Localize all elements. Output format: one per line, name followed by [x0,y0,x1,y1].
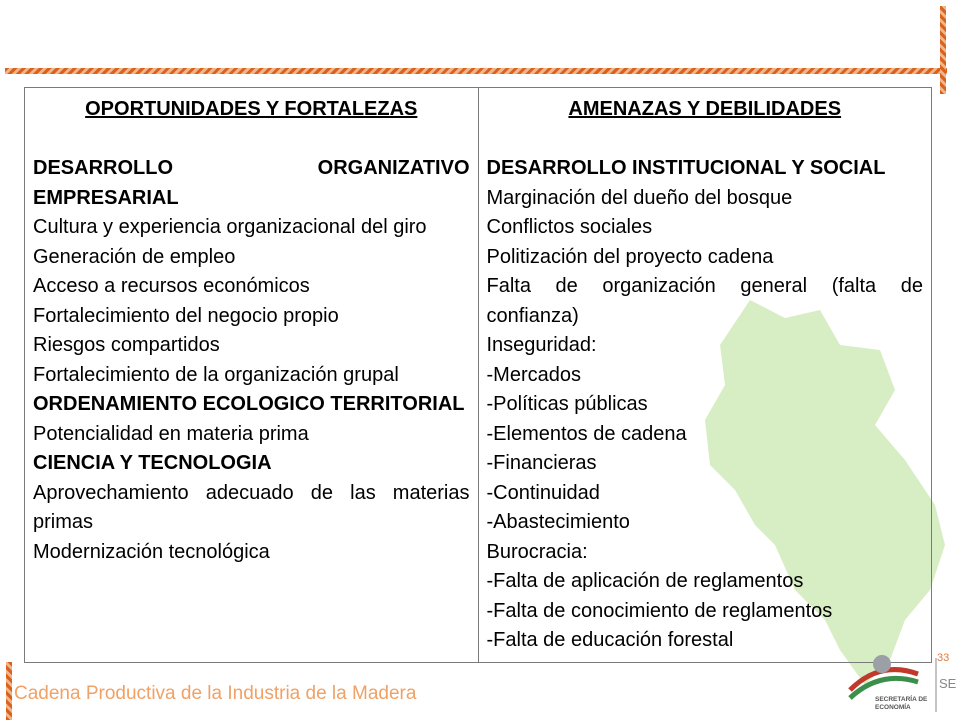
top-decorative-bar [5,68,947,74]
opportunities-list [33,154,470,567]
list-item: Conflictos sociales [486,216,653,238]
list-item: Fortalecimiento de la organización grupal [33,363,399,386]
list-item: -Mercados [486,363,581,386]
list-item: -Continuidad [486,481,600,504]
list-item: -Financieras [486,452,597,474]
page-number: 33 [937,652,950,664]
threats-column [478,88,932,663]
list-item: Generación de empleo [33,245,236,268]
opportunities-heading: OPORTUNIDADES Y FORTALEZAS [85,98,418,120]
opportunities-column [25,88,479,663]
list-item: -Abastecimiento [486,511,630,533]
section-heading: ORDENAMIENTO ECOLOGICO TERRITORIAL [33,393,465,415]
logo-mark: SE [939,676,957,691]
threats-heading: AMENAZAS Y DEBILIDADES [568,98,842,120]
list-item: Politización del proyecto cadena [486,245,774,268]
list-item: Marginación del dueño del bosque [486,186,793,209]
threats-list [487,154,924,656]
list-item: -Políticas públicas [486,393,648,415]
list-item: Aprovechamiento adecuado de las materias primas [33,481,470,533]
list-item: -Elementos de cadena [486,422,687,445]
swot-table [24,87,932,663]
list-item: Acceso a recursos económicos [33,275,310,297]
list-item: Fortalecimiento del negocio propio [33,304,339,327]
footer-title: Cadena Productiva de la Industria de la Madera [14,683,417,704]
list-item: Falta de organización general (falta de confianza) [486,275,923,327]
left-decorative-bar [6,662,12,720]
list-item: Riesgos compartidos [33,334,220,356]
list-item: Burocracia: [486,540,588,563]
right-decorative-bar [940,6,946,94]
list-item: Modernización tecnológica [33,540,270,563]
logo-line-2: ECONOMÍA [875,704,911,711]
list-item: Potencialidad en materia prima [33,422,309,445]
section-heading: DESARROLLO INSTITUCIONAL Y SOCIAL [486,157,886,179]
section-heading: CIENCIA Y TECNOLOGIA [33,452,272,474]
list-item: -Falta de conocimiento de reglamentos [486,599,833,622]
list-item: Inseguridad: [486,334,597,356]
section-heading: DESARROLLO ORGANIZATIVO EMPRESARIAL [33,157,470,209]
list-item: -Falta de aplicación de reglamentos [486,570,804,592]
logo-line-1: SECRETARÍA DE [875,696,928,703]
list-item: -Falta de educación forestal [486,629,734,651]
list-item: Cultura y experiencia organizacional del giro [33,216,427,238]
logo-caption [875,696,927,712]
